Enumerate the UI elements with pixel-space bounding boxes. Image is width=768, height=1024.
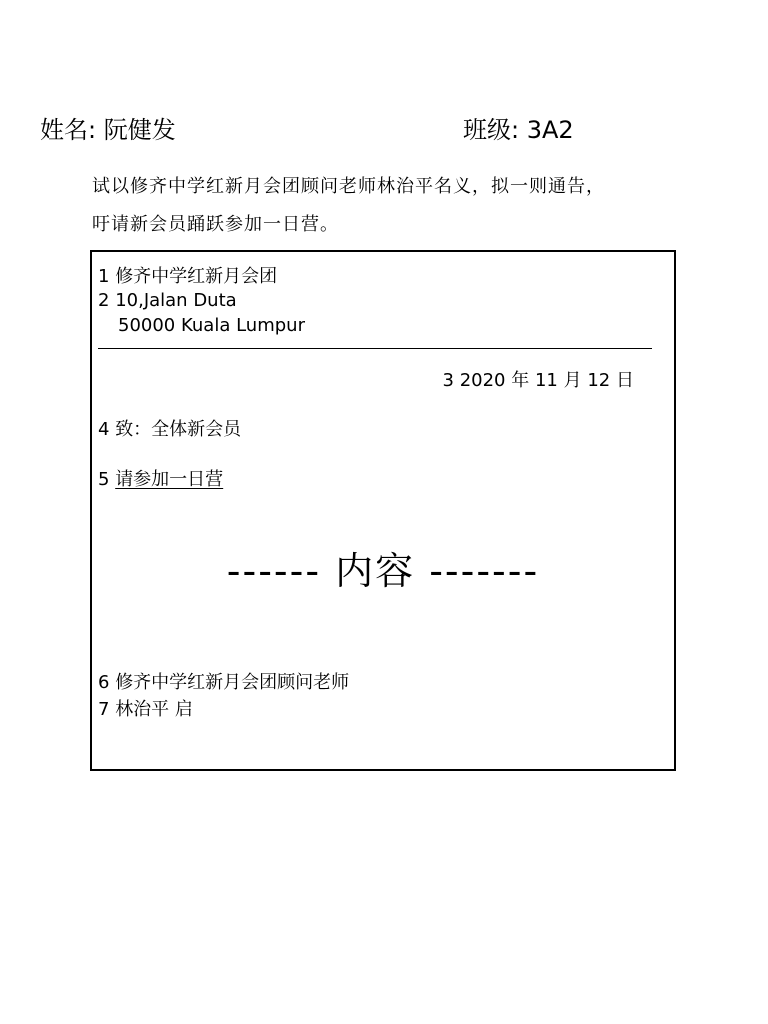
student-name <box>40 110 176 145</box>
signer-title-text: 修齐中学红新月会团顾问老师 <box>115 672 350 693</box>
date-month-unit: 月 <box>563 370 582 391</box>
date-year-unit: 年 <box>511 370 530 391</box>
content-placeholder: ------ 内容 ------- <box>226 549 540 593</box>
line-number: 3 <box>442 370 454 391</box>
notice-date <box>443 366 634 392</box>
notice-recipient <box>98 415 241 441</box>
notice-box <box>90 250 676 771</box>
name-value: 阮健发 <box>103 116 176 144</box>
subject-text: 请参加一日营 <box>115 469 224 490</box>
line-number: 4 <box>98 419 110 440</box>
header-divider <box>98 348 652 349</box>
notice-signer-name <box>98 695 193 721</box>
address-line-2: 50000 Kuala Lumpur <box>118 315 305 336</box>
date-year: 2020 <box>459 370 506 391</box>
line-number: 5 <box>98 469 110 490</box>
name-label: 姓名: <box>40 116 97 144</box>
recipient-text: 致：全体新会员 <box>115 419 242 440</box>
class-value: 3A2 <box>526 116 574 144</box>
notice-subject <box>98 465 223 491</box>
notice-address-line-1 <box>98 290 237 311</box>
date-day: 12 <box>587 370 611 391</box>
org-name: 修齐中学红新月会团 <box>115 266 278 287</box>
prompt-line-2: 吁请新会员踊跃参加一日营。 <box>92 214 339 235</box>
line-number: 7 <box>98 699 110 720</box>
line-number: 6 <box>98 672 110 693</box>
line-number: 2 <box>98 290 110 311</box>
date-month: 11 <box>534 370 558 391</box>
address-line-1: 10,Jalan Duta <box>115 290 237 311</box>
notice-signer-title <box>98 668 349 694</box>
prompt-line-1: 试以修齐中学红新月会团顾问老师林治平名义，拟一则通告， <box>92 176 605 197</box>
date-day-unit: 日 <box>616 370 634 391</box>
student-class <box>463 110 574 145</box>
signer-name-text: 林治平 启 <box>115 699 193 720</box>
class-label: 班级: <box>463 116 520 144</box>
notice-org-line <box>98 262 277 288</box>
line-number: 1 <box>98 266 110 287</box>
